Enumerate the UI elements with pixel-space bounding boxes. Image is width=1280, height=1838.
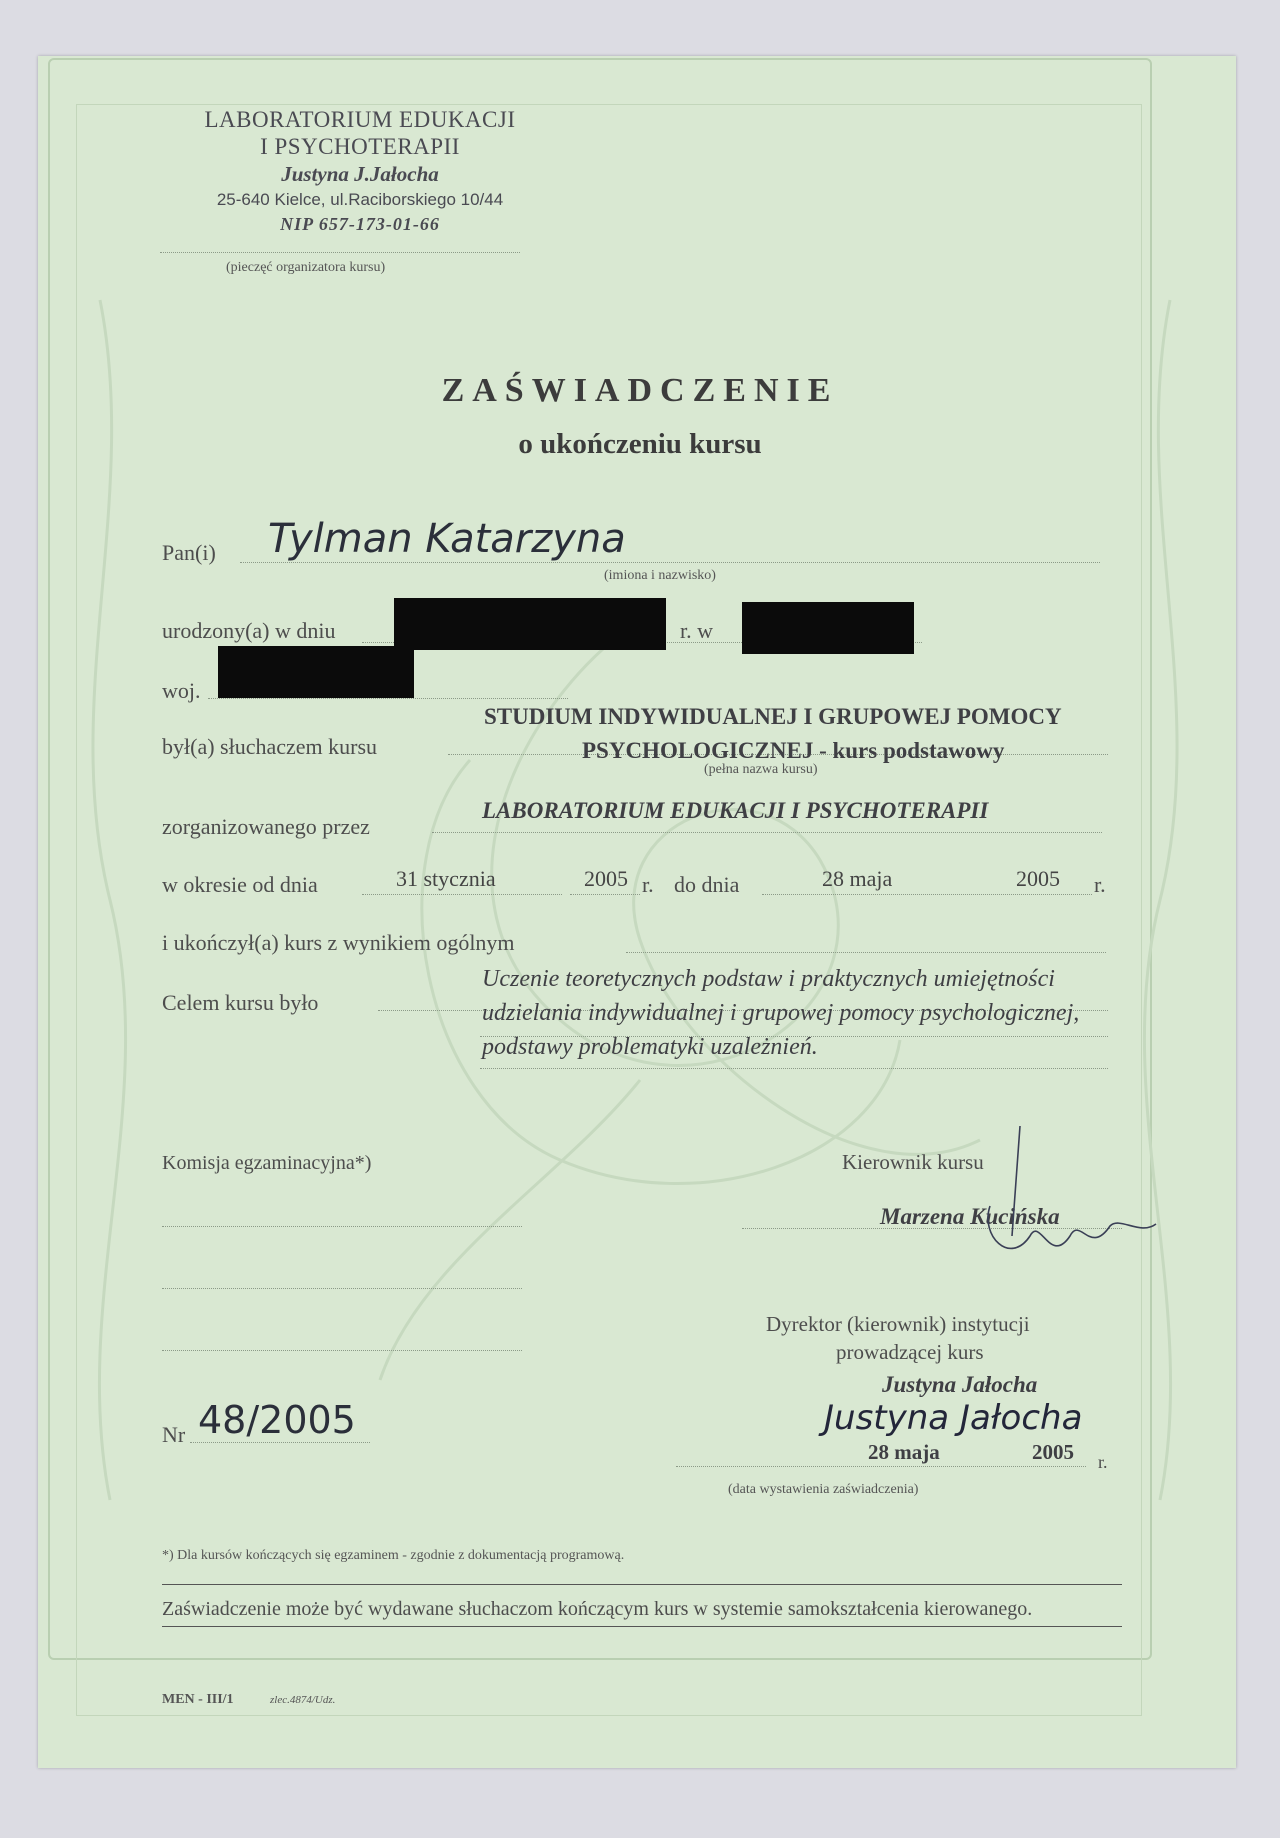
document-subtitle: o ukończeniu kursu xyxy=(518,428,762,460)
period-line-from xyxy=(362,894,562,895)
goal-line-3 xyxy=(480,1068,1108,1069)
course-name-line1: STUDIUM INDYWIDUALNEJ I GRUPOWEJ POMOCY xyxy=(484,704,1062,729)
commission-line-2 xyxy=(162,1288,522,1289)
course-caption: (pełna nazwa kursu) xyxy=(704,762,818,777)
director-signature: Justyna Jałocha xyxy=(824,1398,1083,1438)
r-label-2: r. xyxy=(1094,872,1106,897)
manager-label: Kierownik kursu xyxy=(842,1150,984,1174)
footer-rule-top xyxy=(162,1584,1122,1585)
nr-value: 48/2005 xyxy=(198,1398,356,1442)
stamp-address: 25-640 Kielce, ul.Raciborskiego 10/44 xyxy=(216,190,504,209)
commission-line-1 xyxy=(162,1226,522,1227)
period-line-from-year xyxy=(570,894,640,895)
goal-line2: udzielania indywidualnej i grupowej pomocy psychologicznej, xyxy=(482,1000,1080,1026)
stamp-caption: (pieczęć organizatora kursu) xyxy=(226,260,386,275)
born-r-w: r. w xyxy=(680,618,713,643)
org-label: zorganizowanego przez xyxy=(162,814,370,839)
director-line1: Dyrektor (kierownik) instytucji xyxy=(766,1312,1030,1336)
nr-label: Nr xyxy=(162,1422,186,1447)
result-label: i ukończył(a) kurs z wynikiem ogólnym xyxy=(162,930,515,955)
goal-line1: Uczenie teoretycznych podstaw i praktycznych umiejętności xyxy=(482,966,1055,992)
footer-rule-bottom xyxy=(162,1626,1122,1627)
issue-year: 2005 xyxy=(1032,1440,1074,1464)
to-year: 2005 xyxy=(1016,866,1060,891)
document-title: ZAŚWIADCZENIE xyxy=(441,372,839,409)
org-line xyxy=(432,832,1102,833)
period-line-to xyxy=(762,894,1092,895)
woj-line xyxy=(208,698,568,699)
notice: Zaświadczenie może być wydawane słuchaczom kończącym kurs w systemie samokształcenia kierowanego. xyxy=(162,1598,1033,1620)
pani-label: Pan(i) xyxy=(162,540,216,565)
to-label: do dnia xyxy=(674,872,740,897)
nr-line xyxy=(190,1442,370,1443)
name-line xyxy=(240,562,1100,563)
name-caption: (imiona i nazwisko) xyxy=(604,568,716,583)
director-name: Justyna Jałocha xyxy=(882,1372,1038,1397)
stamp-line1: LABORATORIUM EDUKACJI xyxy=(204,107,516,132)
born-label: urodzony(a) w dniu xyxy=(162,618,336,643)
from-day: 31 stycznia xyxy=(396,866,496,891)
result-line xyxy=(626,952,1106,953)
form-code: MEN - III/1 xyxy=(162,1692,234,1707)
goal-line3: podstawy problematyki uzależnień. xyxy=(482,1034,818,1060)
from-year: 2005 xyxy=(584,866,628,891)
manager-name: Marzena Kucińska xyxy=(880,1204,1060,1229)
stamp-nip: NIP 657-173-01-66 xyxy=(280,214,440,234)
commission-label: Komisja egzaminacyjna*) xyxy=(162,1152,372,1174)
issue-caption: (data wystawienia zaświadczenia) xyxy=(728,1482,919,1497)
woj-label: woj. xyxy=(162,678,201,703)
stamp-line2: I PSYCHOTERAPII xyxy=(260,134,460,159)
r-label-1: r. xyxy=(642,872,654,897)
stamp-dotted-line xyxy=(160,252,520,253)
org-value: LABORATORIUM EDUKACJI I PSYCHOTERAPII xyxy=(482,798,989,823)
name-value: Tylman Katarzyna xyxy=(268,516,626,562)
decorative-border-inner xyxy=(76,104,1142,1716)
redacted-birth-place xyxy=(742,602,914,654)
footnote: *) Dla kursów kończących się egzaminem - zgodnie z dokumentacją programową. xyxy=(162,1548,625,1563)
issue-day: 28 maja xyxy=(868,1440,940,1464)
issue-r: r. xyxy=(1098,1452,1108,1472)
redacted-birth-date xyxy=(394,598,666,650)
director-line2: prowadzącej kurs xyxy=(836,1340,984,1364)
commission-line-3 xyxy=(162,1350,522,1351)
redacted-voivodeship xyxy=(218,646,414,698)
stamp-line3: Justyna J.Jałocha xyxy=(281,162,439,186)
issue-date-line xyxy=(676,1466,1086,1467)
course-label: był(a) słuchaczem kursu xyxy=(162,734,378,759)
to-day: 28 maja xyxy=(822,866,893,891)
organizer-stamp xyxy=(150,106,570,236)
course-name-line2: PSYCHOLOGICZNEJ - kurs podstawowy xyxy=(582,738,1005,763)
form-code-2: zlec.4874/Udz. xyxy=(270,1694,336,1706)
manager-signature xyxy=(920,1116,1160,1276)
period-label: w okresie od dnia xyxy=(162,872,318,897)
goal-label: Celem kursu było xyxy=(162,990,319,1015)
